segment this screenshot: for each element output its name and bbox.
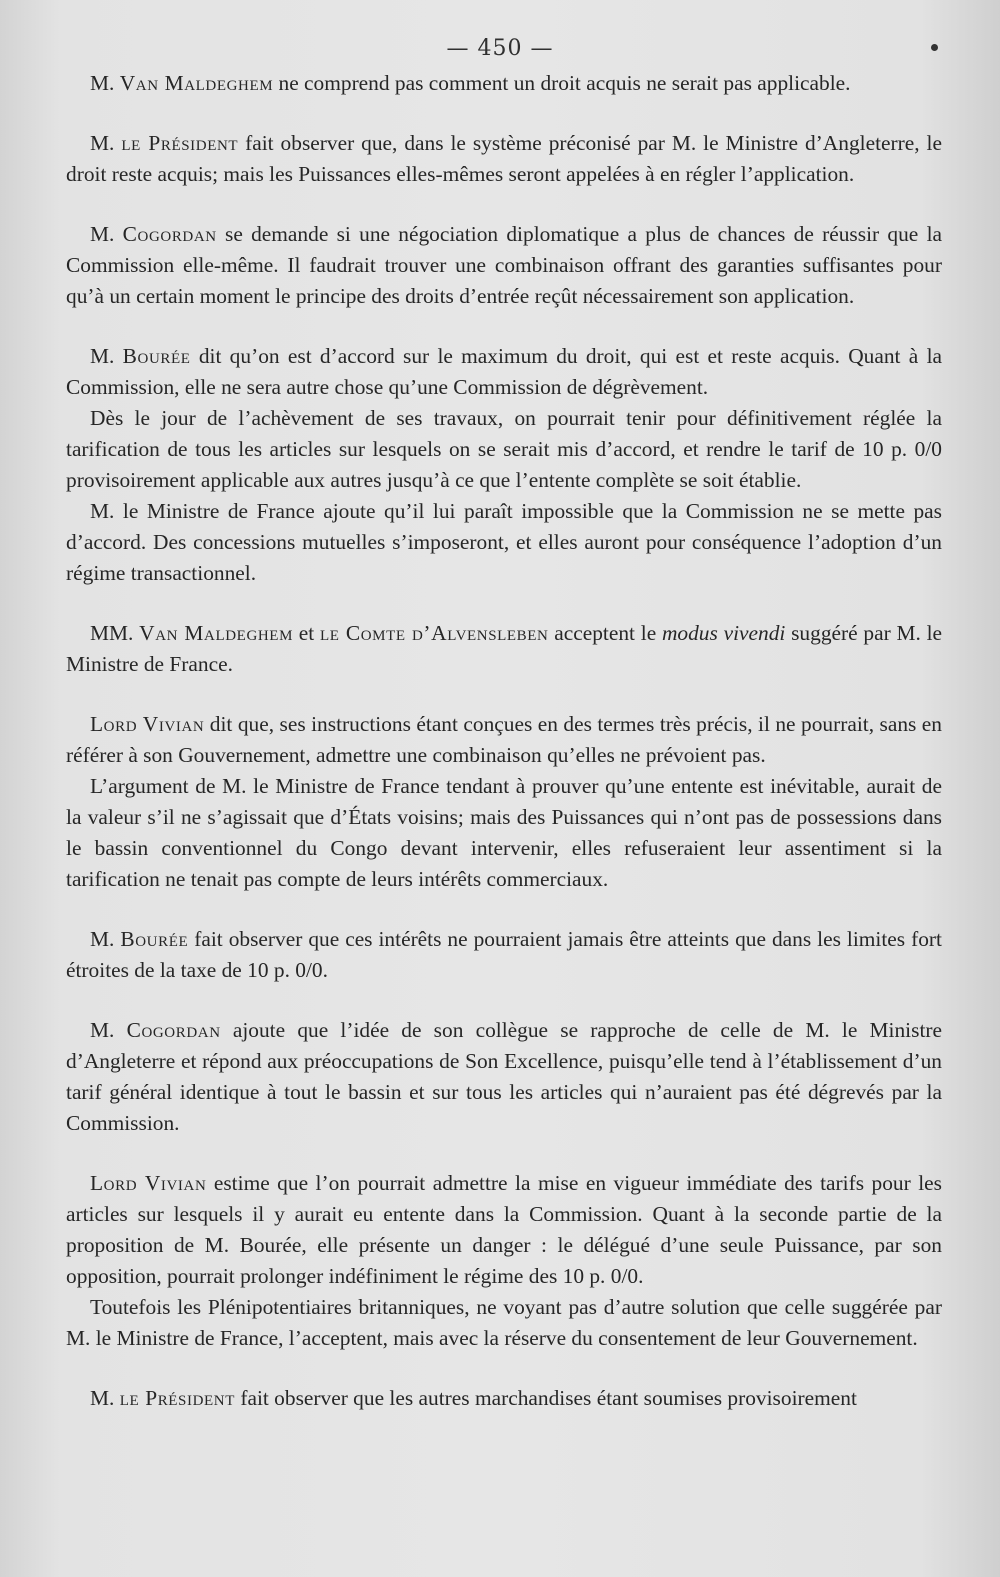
paragraph-text: ajoute que l’idée de son collègue se rapproche de celle de M. le Ministre d’Angleterre et répond aux préoccupations de Son Excellence, puisqu’elle tend à l’établissement d’un tarif général identique à tout le bassin et sur tous les articles qui n’auraient pas été dégrevés par la Commission. [66, 1018, 943, 1135]
speaker-name: Cogordan [126, 1018, 221, 1042]
paragraph-text: ne comprend pas comment un droit acquis ne serait pas applicable. [273, 71, 851, 95]
paragraph-van-maldeghem-alvensleben: MM. Van Maldeghem et le Comte d’Alvensleben acceptent le modus vivendi suggéré par M. le Ministre de France. [66, 621, 943, 676]
speaker-name: Van Maldeghem [119, 71, 274, 95]
paragraph-lord-vivian-3 [66, 1168, 942, 1292]
paragraph-van-maldeghem-1: M. Van Maldeghem ne comprend pas comment un droit acquis ne serait pas applicable. [90, 71, 851, 95]
paragraph-cogordan-2: M. Cogordan ajoute que l’idée de son collègue se rapproche de celle de M. le Ministre d’Angleterre et répond aux préoccupations de Son Excellence, puisqu’elle tend à l’établissement d’un tarif général identique à tout le bassin et sur tous les articles qui n’auraient pas été dégrevés par la Commission. [66, 1018, 943, 1135]
speaker-name: le Président [119, 1386, 235, 1410]
paragraph-bouree-3: M. Bourée fait observer que ces intérêts ne pourraient jamais être atteints que dans les limites fort étroites de la taxe de 10 p. 0/0. [66, 927, 942, 982]
paragraph-bouree-2: Dès le jour de l’achèvement de ses travaux, on pourrait tenir pour définitivement réglée la tarification de tous les articles sur lesquels on se serait mis d’accord, et rendre le tarif de 10 p. 0/0 provisoirement applicable aux autres jusqu’à ce que l’entente complète se soit établie. [66, 406, 942, 492]
paragraph-lord-vivian-1 [66, 709, 942, 771]
paragraph-president-2: M. le Président fait observer que les autres marchandises étant soumises provisoirement [90, 1386, 857, 1410]
ink-spot [931, 44, 938, 51]
paragraph-lord-vivian-4: Toutefois les Plénipotentiaires britanniques, ne voyant pas d’autre solution que celle suggérée par M. le Ministre de France, l’acceptent, mais avec la réserve du consentement de leur Gouvernement. [66, 1295, 942, 1350]
paragraph-bouree-1: M. Bourée dit qu’on est d’accord sur le maximum du droit, qui est et reste acquis. Quant à la Commission, elle ne sera autre chose qu’une Commission de dégrèvement. [66, 344, 942, 399]
paragraph-lord-vivian-2: L’argument de M. le Ministre de France tendant à prouver qu’une entente est inévitable, aurait de la valeur s’il ne s’agissait que d’États voisins; mais des Puissances qui n’ont pas de possessions dans le bassin conventionnel du Congo devant intervenir, elles refuseraient leur assentiment si la tarification ne tenait pas compte de leurs intérêts commerciaux. [66, 774, 942, 891]
speaker-name: Lord Vivian [90, 1171, 207, 1195]
paragraph-president-1: M. le Président fait observer que, dans le système préconisé par M. le Ministre d’Angleterre, le droit reste acquis; mais les Puissances elles-mêmes seront appelées à en régler l’application. [66, 131, 942, 186]
paragraph-text: dit qu’on est d’accord sur le maximum du droit, qui est et reste acquis. Quant à la Commission, elle ne sera autre chose qu’une Commission de dégrèvement. [66, 344, 942, 399]
speaker-name: Bourée [122, 344, 191, 368]
latin-emphasis: modus vivendi [661, 621, 786, 645]
paragraph-text: fait observer que ces intérêts ne pourraient jamais être atteints que dans les limites fort étroites de la taxe de 10 p. 0/0. [66, 927, 942, 982]
speaker-name: Cogordan [122, 222, 217, 246]
document-body [66, 68, 942, 1414]
paragraph-ministre-france-1: M. le Ministre de France ajoute qu’il lui paraît impossible que la Commission ne se mette pas d’accord. Des concessions mutuelles s’imposeront, et elles auront pour conséquence l’adoption d’un régime transactionnel. [66, 499, 942, 585]
page-number: — 450 — [446, 36, 554, 61]
speaker-name: Bourée [120, 927, 189, 951]
paragraph-text: fait observer que, dans le système préconisé par M. le Ministre d’Angleterre, le droit reste acquis; mais les Puissances elles-mêmes seront appelées à en régler l’application. [66, 131, 942, 186]
speaker-name: le Président [121, 131, 239, 155]
speaker-name: Van Maldeghem [139, 621, 294, 645]
paragraph-text: fait observer que les autres marchandises étant soumises provisoirement [234, 1386, 857, 1410]
paragraph-text: dit que, ses instructions étant conçues en des termes très précis, il ne pourrait, sans en référer à son Gouvernement, admettre une combinaison qu’elles ne prévoient pas. [66, 712, 942, 767]
paragraph-cogordan-1: M. Cogordan se demande si une négociation diplomatique a plus de chances de réussir que la Commission elle-même. Il faudrait trouver une combinaison offrant des garanties suffisantes pour qu’à un certain moment le principe des droits d’entrée reçût nécessairement son application. [66, 222, 943, 308]
paragraph-text: estime que l’on pourrait admettre la mise en vigueur immédiate des tarifs pour les articles sur lesquels il y aurait eu entente dans la Commission. Quant à la seconde partie de la proposition de M. Bourée, elle présente un danger : le délégué d’une seule Puissance, par son opposition, pourrait prolonger indéfiniment le régime des 10 p. 0/0. [66, 1171, 943, 1288]
speaker-name: Lord Vivian [90, 712, 205, 736]
paragraph-text: se demande si une négociation diplomatique a plus de chances de réussir que la Commission elle-même. Il faudrait trouver une combinaison offrant des garanties suffisantes pour qu’à un certain moment le principe des droits d’entrée reçût nécessairement son application. [66, 222, 943, 308]
speaker-name: le Comte d’Alvensleben [319, 621, 549, 645]
